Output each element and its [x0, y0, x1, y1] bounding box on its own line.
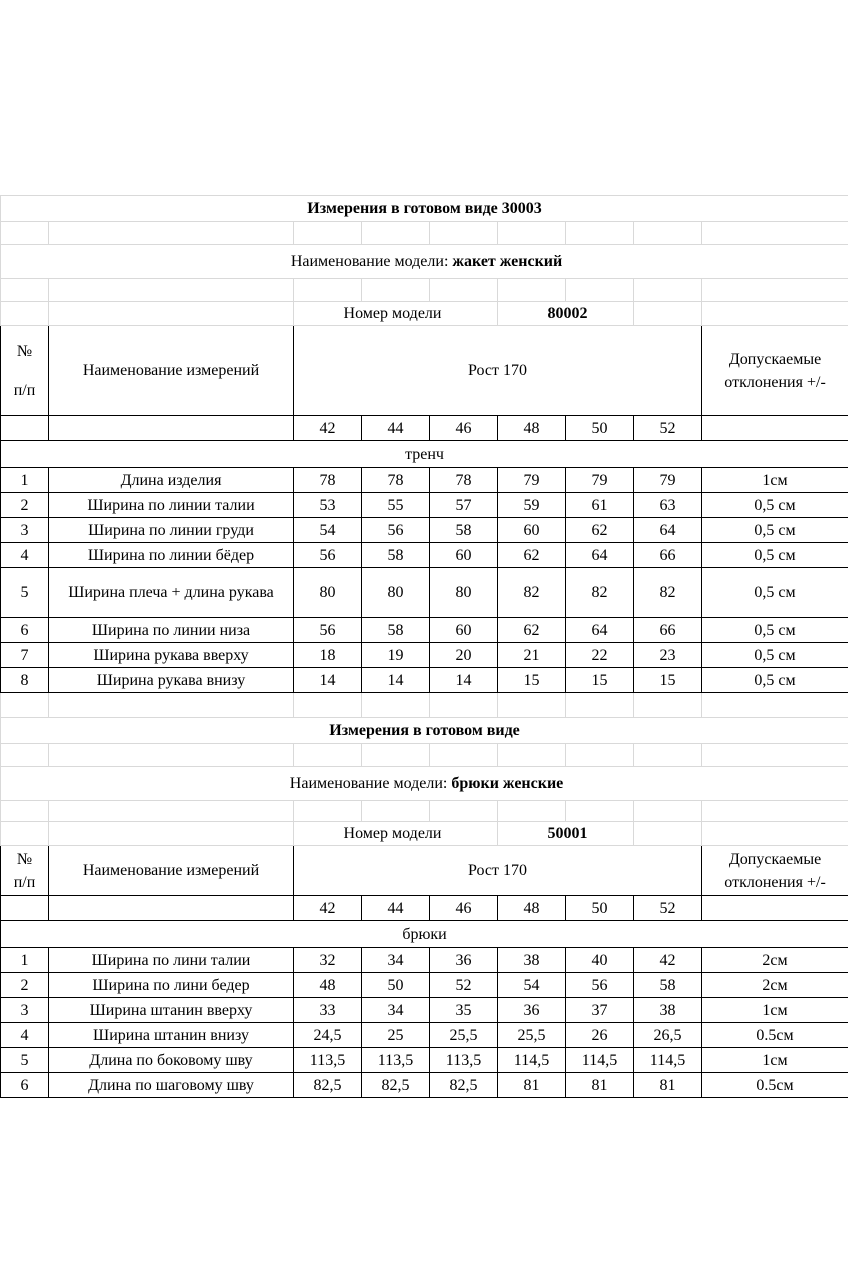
row-number: 8 — [1, 668, 49, 693]
empty-cell — [634, 801, 702, 822]
measure-name-text: Длина по боковому шву — [89, 1051, 253, 1069]
table-body — [1, 196, 848, 1098]
measure-value: 66 — [634, 618, 702, 643]
measure-value: 58 — [430, 518, 498, 543]
measure-value: 79 — [498, 468, 566, 493]
empty-cell — [49, 693, 294, 718]
tolerance-value: 0,5 см — [702, 493, 848, 518]
measure-value: 60 — [430, 543, 498, 568]
measure-value: 25,5 — [430, 1023, 498, 1048]
empty-cell — [1, 896, 49, 921]
header-tolerance-text: Допускаемые отклонения +/- — [724, 850, 826, 891]
empty-cell — [1, 822, 49, 846]
measure-value: 14 — [294, 668, 362, 693]
empty-cell — [1, 279, 49, 302]
size-header: 42 — [294, 416, 362, 441]
measure-name-text: Ширина по лини бедер — [92, 976, 250, 994]
measure-value: 82,5 — [362, 1073, 430, 1098]
row-number: 4 — [1, 543, 49, 568]
measure-value: 25 — [362, 1023, 430, 1048]
empty-cell — [362, 279, 430, 302]
measure-value: 35 — [430, 998, 498, 1023]
measure-value: 50 — [362, 973, 430, 998]
measure-value: 114,5 — [634, 1048, 702, 1073]
table-row — [1, 668, 848, 693]
measure-value: 15 — [498, 668, 566, 693]
measure-value: 60 — [430, 618, 498, 643]
measure-name-text: Ширина по лини талии — [91, 951, 251, 969]
measure-value: 21 — [498, 643, 566, 668]
empty-cell — [1, 302, 49, 326]
measure-value: 79 — [634, 468, 702, 493]
measure-name — [49, 468, 294, 493]
empty-cell — [294, 279, 362, 302]
empty-cell — [1, 801, 49, 822]
table-row — [1, 493, 848, 518]
measure-value: 26,5 — [634, 1023, 702, 1048]
model-number-label: Номер модели — [294, 822, 498, 846]
measure-value: 66 — [634, 543, 702, 568]
measure-value: 58 — [362, 618, 430, 643]
empty-cell — [634, 744, 702, 767]
measure-value: 54 — [294, 518, 362, 543]
measure-name — [49, 1073, 294, 1098]
model-name: брюки женские — [451, 775, 564, 792]
empty-cell — [49, 302, 294, 326]
sheet-title: Измерения в готовом виде — [1, 718, 848, 744]
empty-cell — [566, 801, 634, 822]
measure-name — [49, 973, 294, 998]
table-row — [1, 998, 848, 1023]
measure-value: 54 — [498, 973, 566, 998]
tolerance-value: 0,5 см — [702, 543, 848, 568]
measure-name — [49, 1023, 294, 1048]
empty-cell — [634, 302, 702, 326]
model-label: Наименование модели: — [290, 253, 449, 270]
measure-value: 23 — [634, 643, 702, 668]
row-number: 7 — [1, 643, 49, 668]
tolerance-value: 2см — [702, 973, 848, 998]
row-number: 5 — [1, 568, 49, 618]
measure-value: 32 — [294, 948, 362, 973]
empty-cell — [49, 744, 294, 767]
section-label: брюки — [1, 921, 848, 948]
section-label: тренч — [1, 441, 848, 468]
table-row — [1, 643, 848, 668]
model-label: Наименование модели: — [289, 775, 448, 792]
measure-value: 82 — [566, 568, 634, 618]
size-header: 46 — [430, 896, 498, 921]
measure-value: 25,5 — [498, 1023, 566, 1048]
empty-cell — [634, 822, 702, 846]
empty-cell — [566, 744, 634, 767]
table-row — [1, 1073, 848, 1098]
empty-cell — [702, 801, 848, 822]
measure-value: 26 — [566, 1023, 634, 1048]
table-row — [1, 518, 848, 543]
measure-value: 78 — [430, 468, 498, 493]
tolerance-value: 0,5 см — [702, 618, 848, 643]
measure-name — [49, 998, 294, 1023]
empty-cell — [702, 279, 848, 302]
empty-cell — [1, 744, 49, 767]
tolerance-value: 0,5 см — [702, 518, 848, 543]
measure-name-text: Ширина плеча + длина рукава — [68, 583, 274, 601]
measure-name — [49, 948, 294, 973]
header-tolerance — [702, 846, 848, 896]
measure-name-text: Ширина рукава внизу — [96, 671, 246, 689]
measure-value: 64 — [566, 618, 634, 643]
measure-name-text: Ширина штанин внизу — [93, 1026, 249, 1044]
measure-value: 37 — [566, 998, 634, 1023]
header-measure: Наименование измерений — [49, 846, 294, 896]
empty-cell — [49, 822, 294, 846]
measure-value: 81 — [634, 1073, 702, 1098]
empty-cell — [498, 801, 566, 822]
empty-cell — [566, 279, 634, 302]
measure-name — [49, 518, 294, 543]
tolerance-value: 1см — [702, 998, 848, 1023]
measure-value: 81 — [498, 1073, 566, 1098]
measure-value: 113,5 — [294, 1048, 362, 1073]
measure-value: 82,5 — [294, 1073, 362, 1098]
table-row — [1, 973, 848, 998]
measure-value: 64 — [634, 518, 702, 543]
header-tolerance-text: Допускаемые отклонения +/- — [724, 350, 826, 391]
empty-cell — [430, 222, 498, 245]
model-name-row — [1, 245, 848, 279]
measure-value: 64 — [566, 543, 634, 568]
measure-name-text: Ширина штанин вверху — [89, 1001, 253, 1019]
row-number: 3 — [1, 518, 49, 543]
empty-cell — [362, 744, 430, 767]
empty-cell — [294, 693, 362, 718]
measure-value: 36 — [430, 948, 498, 973]
measure-value: 34 — [362, 998, 430, 1023]
header-pp: п/п — [13, 873, 36, 891]
measure-value: 114,5 — [498, 1048, 566, 1073]
measure-value: 62 — [498, 543, 566, 568]
measure-value: 57 — [430, 493, 498, 518]
empty-cell — [634, 279, 702, 302]
measure-value: 34 — [362, 948, 430, 973]
measure-value: 24,5 — [294, 1023, 362, 1048]
model-number-label: Номер модели — [294, 302, 498, 326]
tolerance-value: 0,5 см — [702, 668, 848, 693]
empty-cell — [1, 693, 49, 718]
measure-value: 33 — [294, 998, 362, 1023]
empty-cell — [498, 222, 566, 245]
measure-name — [49, 543, 294, 568]
measure-value: 40 — [566, 948, 634, 973]
size-header: 44 — [362, 416, 430, 441]
measure-value: 63 — [634, 493, 702, 518]
row-number: 6 — [1, 618, 49, 643]
table-row — [1, 618, 848, 643]
empty-cell — [634, 222, 702, 245]
size-header: 42 — [294, 896, 362, 921]
size-header: 52 — [634, 416, 702, 441]
measure-value: 78 — [294, 468, 362, 493]
tolerance-value: 0.5см — [702, 1023, 848, 1048]
measure-value: 14 — [430, 668, 498, 693]
measure-name-text: Длина по шаговому шву — [88, 1076, 254, 1094]
header-no-symbol: № — [16, 850, 33, 868]
tolerance-value: 2см — [702, 948, 848, 973]
empty-cell — [634, 693, 702, 718]
header-tolerance — [702, 326, 848, 416]
empty-cell — [498, 744, 566, 767]
measure-value: 79 — [566, 468, 634, 493]
measure-value: 20 — [430, 643, 498, 668]
measure-value: 82,5 — [430, 1073, 498, 1098]
measure-value: 61 — [566, 493, 634, 518]
empty-cell — [362, 693, 430, 718]
empty-cell — [1, 416, 49, 441]
table-row — [1, 948, 848, 973]
model-number-value: 80002 — [498, 302, 634, 326]
measure-value: 56 — [566, 973, 634, 998]
empty-cell — [702, 302, 848, 326]
empty-cell — [49, 222, 294, 245]
measure-value: 113,5 — [430, 1048, 498, 1073]
empty-cell — [702, 693, 848, 718]
header-no — [1, 326, 49, 416]
measure-name-text: Длина изделия — [120, 471, 222, 489]
measure-value: 80 — [362, 568, 430, 618]
sheet-title: Измерения в готовом виде 30003 — [1, 196, 848, 222]
empty-cell — [430, 801, 498, 822]
header-no — [1, 846, 49, 896]
model-name-row — [1, 767, 848, 801]
empty-cell — [566, 222, 634, 245]
measure-value: 55 — [362, 493, 430, 518]
empty-cell — [566, 693, 634, 718]
measure-value: 14 — [362, 668, 430, 693]
row-number: 2 — [1, 973, 49, 998]
measure-value: 56 — [362, 518, 430, 543]
measure-value: 58 — [634, 973, 702, 998]
measure-value: 82 — [498, 568, 566, 618]
measure-value: 42 — [634, 948, 702, 973]
header-no-symbol: № — [16, 342, 33, 360]
measure-name — [49, 668, 294, 693]
measure-value: 36 — [498, 998, 566, 1023]
measure-name — [49, 1048, 294, 1073]
empty-cell — [49, 279, 294, 302]
measure-value: 80 — [430, 568, 498, 618]
size-header: 48 — [498, 416, 566, 441]
header-measure: Наименование измерений — [49, 326, 294, 416]
empty-cell — [294, 222, 362, 245]
empty-cell — [430, 693, 498, 718]
table-row — [1, 543, 848, 568]
measure-name — [49, 493, 294, 518]
empty-cell — [1, 222, 49, 245]
header-height: Рост 170 — [294, 846, 702, 896]
empty-cell — [498, 279, 566, 302]
empty-cell — [702, 822, 848, 846]
measure-name-text: Ширина по линии груди — [88, 521, 254, 539]
empty-cell — [294, 801, 362, 822]
measure-value: 78 — [362, 468, 430, 493]
row-number: 3 — [1, 998, 49, 1023]
empty-cell — [49, 896, 294, 921]
empty-cell — [702, 744, 848, 767]
empty-cell — [294, 744, 362, 767]
measure-value: 113,5 — [362, 1048, 430, 1073]
row-number: 2 — [1, 493, 49, 518]
tolerance-value: 0.5см — [702, 1073, 848, 1098]
empty-cell — [498, 693, 566, 718]
empty-cell — [430, 744, 498, 767]
measure-name — [49, 643, 294, 668]
measure-value: 80 — [294, 568, 362, 618]
empty-cell — [49, 416, 294, 441]
table-row — [1, 1023, 848, 1048]
size-header: 50 — [566, 896, 634, 921]
measure-value: 56 — [294, 543, 362, 568]
size-header: 50 — [566, 416, 634, 441]
size-header: 48 — [498, 896, 566, 921]
measure-value: 81 — [566, 1073, 634, 1098]
model-name: жакет женский — [452, 253, 563, 270]
size-header: 44 — [362, 896, 430, 921]
measure-name-text: Ширина рукава вверху — [93, 646, 249, 664]
measure-value: 62 — [566, 518, 634, 543]
measure-value: 59 — [498, 493, 566, 518]
row-number: 1 — [1, 468, 49, 493]
measure-value: 15 — [634, 668, 702, 693]
measure-value: 114,5 — [566, 1048, 634, 1073]
measure-value: 53 — [294, 493, 362, 518]
model-number-value: 50001 — [498, 822, 634, 846]
measure-value: 58 — [362, 543, 430, 568]
empty-cell — [702, 416, 848, 441]
measure-value: 48 — [294, 973, 362, 998]
measure-value: 38 — [634, 998, 702, 1023]
measure-value: 60 — [498, 518, 566, 543]
tolerance-value: 0,5 см — [702, 643, 848, 668]
tolerance-value: 0,5 см — [702, 568, 848, 618]
size-header: 52 — [634, 896, 702, 921]
measure-value: 15 — [566, 668, 634, 693]
table-row — [1, 568, 848, 618]
empty-cell — [430, 279, 498, 302]
empty-cell — [362, 222, 430, 245]
measure-name-text: Ширина по линии талии — [87, 496, 255, 514]
empty-cell — [702, 222, 848, 245]
tolerance-value: 1см — [702, 468, 848, 493]
table-row — [1, 1048, 848, 1073]
row-number: 4 — [1, 1023, 49, 1048]
measure-value: 82 — [634, 568, 702, 618]
measure-value: 19 — [362, 643, 430, 668]
empty-cell — [702, 896, 848, 921]
measurement-table — [0, 195, 848, 1098]
measure-value: 52 — [430, 973, 498, 998]
measure-name-text: Ширина по линии низа — [91, 621, 251, 639]
measure-value: 38 — [498, 948, 566, 973]
measure-name — [49, 618, 294, 643]
measure-value: 22 — [566, 643, 634, 668]
measurement-sheet — [0, 195, 848, 1098]
row-number: 5 — [1, 1048, 49, 1073]
row-number: 1 — [1, 948, 49, 973]
header-height: Рост 170 — [294, 326, 702, 416]
measure-value: 56 — [294, 618, 362, 643]
empty-cell — [362, 801, 430, 822]
table-row — [1, 468, 848, 493]
empty-cell — [49, 801, 294, 822]
size-header: 46 — [430, 416, 498, 441]
measure-value: 18 — [294, 643, 362, 668]
row-number: 6 — [1, 1073, 49, 1098]
measure-name — [49, 568, 294, 618]
measure-name-text: Ширина по линии бёдер — [87, 546, 255, 564]
tolerance-value: 1см — [702, 1048, 848, 1073]
measure-value: 62 — [498, 618, 566, 643]
header-pp: п/п — [13, 381, 36, 399]
